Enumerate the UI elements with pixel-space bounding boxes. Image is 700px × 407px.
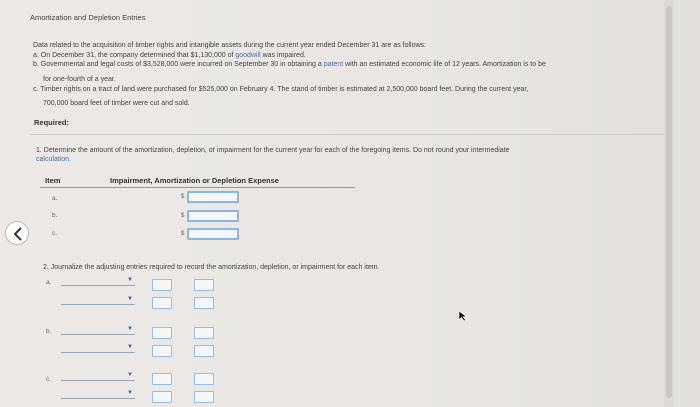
row-label-c: c.	[52, 230, 58, 237]
currency-symbol: $	[181, 213, 185, 219]
goodwill-link[interactable]: goodwill	[235, 52, 261, 59]
divider	[30, 134, 665, 135]
caret-down-icon[interactable]: ▼	[127, 344, 133, 350]
intro-text: Data related to the acquisition of timber rights and intangible assets during the current year ended December 31 are as follows:	[33, 42, 426, 49]
account-select[interactable]	[61, 390, 135, 399]
journal-label-c: c.	[46, 376, 52, 383]
caret-down-icon[interactable]: ▼	[127, 390, 133, 396]
chevron-left-icon	[12, 227, 24, 241]
account-select[interactable]	[61, 344, 135, 353]
back-button[interactable]	[5, 221, 29, 245]
credit-input[interactable]	[194, 391, 214, 403]
expense-input-a[interactable]	[187, 191, 239, 203]
row-label-b: b.	[52, 212, 58, 219]
account-select[interactable]	[61, 326, 135, 335]
patent-link[interactable]: patent	[323, 61, 344, 68]
mouse-cursor-icon	[458, 310, 468, 322]
column-header-item: Item	[45, 176, 61, 185]
scrollbar-thumb[interactable]	[666, 6, 672, 398]
question-2: 2. Journalize the adjusting entries required to record the amortization, depletion, or impairment for each item.	[43, 264, 380, 271]
column-header-expense: Impairment, Amortization or Depletion Expense	[110, 176, 279, 185]
credit-input[interactable]	[194, 327, 214, 339]
item-c-text: c. Timber rights on a tract of land were purchased for $525,000 on February 4. The stand of timber is estimated at 2,500,000 board feet. During the current year,	[33, 86, 529, 93]
item-b-text-cont: for one-fourth of a year.	[43, 76, 116, 83]
credit-input[interactable]	[194, 297, 214, 309]
row-label-a: a.	[52, 195, 58, 202]
question-1: 1. Determine the amount of the amortization, depletion, or impairment for the current year for each of the foregoing items. Do not round your intermediate calculation.	[36, 147, 510, 163]
debit-input[interactable]	[152, 391, 172, 403]
debit-input[interactable]	[152, 373, 172, 385]
caret-down-icon[interactable]: ▼	[127, 277, 133, 283]
account-select[interactable]	[61, 372, 135, 381]
expense-input-b[interactable]	[187, 210, 239, 222]
expense-input-c[interactable]	[187, 228, 239, 240]
debit-input[interactable]	[152, 297, 172, 309]
debit-input[interactable]	[152, 279, 172, 291]
table-header-rule	[40, 187, 355, 188]
journal-label-b: b.	[46, 328, 52, 335]
caret-down-icon[interactable]: ▼	[127, 372, 133, 378]
credit-input[interactable]	[194, 345, 214, 357]
page-title: Amortization and Depletion Entries	[30, 13, 146, 22]
caret-down-icon[interactable]: ▼	[127, 296, 133, 302]
item-a-text: a. On December 31, the company determined that $1,130,000 of goodwill was impaired.	[33, 52, 306, 59]
account-select[interactable]	[61, 296, 135, 305]
item-b-text: b. Governmental and legal costs of $3,528,000 were incurred on September 30 in obtaining a patent with an estimated economic life of 12 years. Amortization is to be	[33, 61, 546, 68]
currency-symbol: $	[181, 231, 185, 237]
caret-down-icon[interactable]: ▼	[127, 326, 133, 332]
debit-input[interactable]	[152, 345, 172, 357]
journal-label-a: a.	[46, 279, 52, 286]
account-select[interactable]	[61, 277, 135, 286]
item-c-text-cont: 700,000 board feet of timber were cut and sold.	[43, 100, 190, 107]
currency-symbol: $	[181, 194, 185, 200]
credit-input[interactable]	[194, 373, 214, 385]
required-heading: Required:	[34, 118, 70, 127]
credit-input[interactable]	[194, 279, 214, 291]
debit-input[interactable]	[152, 327, 172, 339]
